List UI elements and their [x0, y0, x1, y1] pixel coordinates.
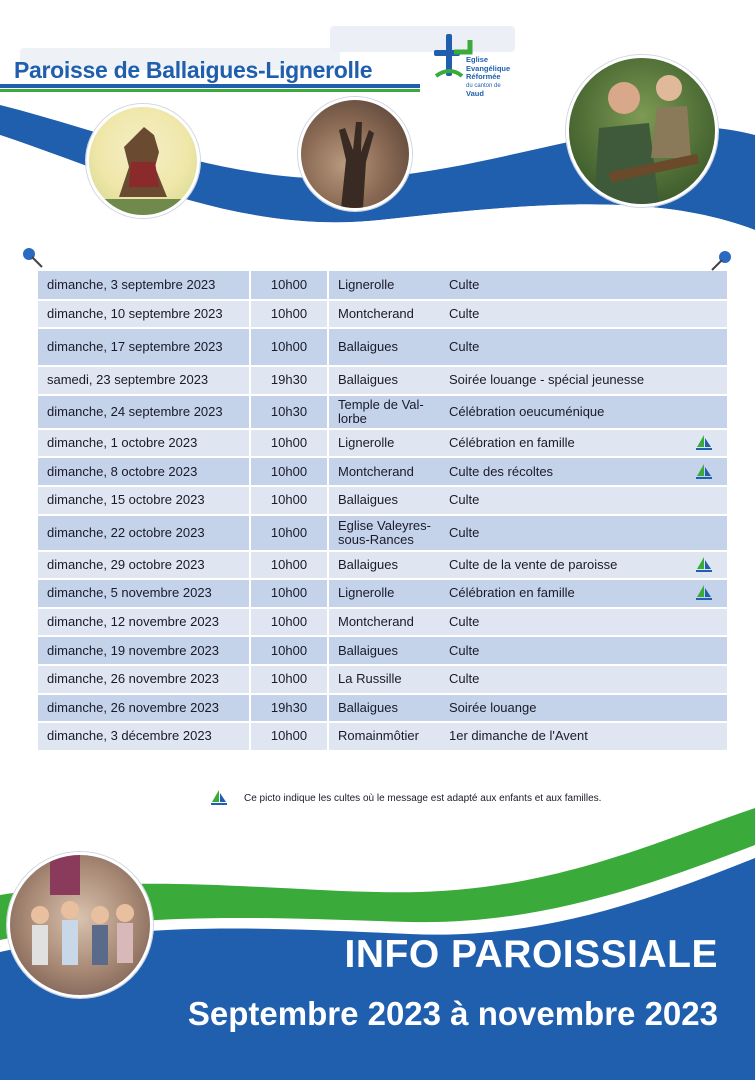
schedule-place: La Russille — [328, 665, 440, 694]
schedule-time: 10h00 — [250, 457, 328, 486]
schedule-time: 10h00 — [250, 608, 328, 637]
schedule-type: Culte des récoltes — [440, 457, 680, 486]
schedule-picto-cell — [680, 457, 727, 486]
logo-line-1: Eglise — [466, 55, 489, 64]
schedule-picto-cell — [680, 551, 727, 580]
logo-line-3: Réformée — [466, 72, 501, 81]
schedule-type: Célébration en famille — [440, 579, 680, 608]
schedule-row — [38, 395, 727, 429]
schedule-type: Culte — [440, 665, 680, 694]
schedule-body — [38, 271, 727, 751]
schedule-type: Célébration en famille — [440, 429, 680, 458]
schedule-picto-cell — [680, 579, 727, 608]
schedule-place: Lignerolle — [328, 271, 440, 300]
werewolf-shape — [89, 107, 197, 215]
schedule-place: Ballaigues — [328, 636, 440, 665]
schedule-time: 10h00 — [250, 271, 328, 300]
worship-schedule-table — [38, 271, 727, 752]
schedule-row — [38, 366, 727, 395]
schedule-place: Ballaigues — [328, 328, 440, 366]
schedule-date: dimanche, 10 septembre 2023 — [38, 300, 250, 329]
schedule-time: 10h00 — [250, 486, 328, 515]
family-sailboat-icon — [693, 584, 715, 602]
schedule-date: dimanche, 3 décembre 2023 — [38, 722, 250, 751]
title-rule-green — [0, 89, 420, 92]
schedule-place: Temple de Val-lorbe — [328, 395, 440, 429]
schedule-date: dimanche, 29 octobre 2023 — [38, 551, 250, 580]
schedule-place: Ballaigues — [328, 694, 440, 723]
schedule-time: 19h30 — [250, 694, 328, 723]
schedule-date: dimanche, 26 novembre 2023 — [38, 694, 250, 723]
schedule-type: Culte de la vente de paroisse — [440, 551, 680, 580]
schedule-type: Célébration oeucuménique — [440, 395, 680, 429]
schedule-type: Culte — [440, 271, 680, 300]
schedule-picto-cell — [680, 608, 727, 637]
schedule-row — [38, 636, 727, 665]
family-sailboat-icon — [693, 556, 715, 574]
parish-title: Paroisse de Ballaigues-Lignerolle — [14, 57, 373, 83]
schedule-picto-cell — [680, 636, 727, 665]
schedule-picto-cell — [680, 366, 727, 395]
schedule-row — [38, 722, 727, 751]
schedule-date: dimanche, 5 novembre 2023 — [38, 579, 250, 608]
schedule-row — [38, 579, 727, 608]
schedule-date: dimanche, 24 septembre 2023 — [38, 395, 250, 429]
legend-text: Ce picto indique les cultes où le message est adapté aux enfants et aux familles. — [244, 792, 602, 804]
schedule-type: Culte — [440, 486, 680, 515]
schedule-date: dimanche, 12 novembre 2023 — [38, 608, 250, 637]
schedule-type: Soirée louange - spécial jeunesse — [440, 366, 680, 395]
schedule-time: 10h00 — [250, 300, 328, 329]
scout-leaders-photo — [566, 55, 718, 207]
schedule-place: Ballaigues — [328, 551, 440, 580]
family-sailboat-icon — [693, 434, 715, 452]
schedule-date: dimanche, 8 octobre 2023 — [38, 457, 250, 486]
schedule-row — [38, 328, 727, 366]
schedule-row — [38, 608, 727, 637]
schedule-type: Soirée louange — [440, 694, 680, 723]
family-sailboat-icon — [693, 463, 715, 481]
schedule-time: 10h00 — [250, 636, 328, 665]
schedule-place: Romainmôtier — [328, 722, 440, 751]
schedule-place: Eglise Valeyres-sous-Rances — [328, 515, 440, 551]
schedule-time: 10h00 — [250, 515, 328, 551]
schedule-type: Culte — [440, 515, 680, 551]
logo-line-2: Evangélique — [466, 63, 511, 73]
schedule-type: Culte — [440, 608, 680, 637]
schedule-row — [38, 271, 727, 300]
schedule-date: dimanche, 26 novembre 2023 — [38, 665, 250, 694]
hand-shape — [301, 100, 409, 208]
schedule-row — [38, 486, 727, 515]
schedule-place: Montcherand — [328, 608, 440, 637]
schedule-time: 19h30 — [250, 366, 328, 395]
logo-text — [466, 56, 536, 99]
schedule-time: 10h00 — [250, 551, 328, 580]
schedule-type: Culte — [440, 328, 680, 366]
title-rule-blue — [0, 84, 420, 88]
schedule-row — [38, 457, 727, 486]
schedule-date: dimanche, 3 septembre 2023 — [38, 271, 250, 300]
schedule-picto-cell — [680, 722, 727, 751]
schedule-row — [38, 694, 727, 723]
schedule-place: Montcherand — [328, 457, 440, 486]
schedule-time: 10h00 — [250, 665, 328, 694]
schedule-picto-cell — [680, 694, 727, 723]
schedule-place: Ballaigues — [328, 486, 440, 515]
schedule-date: dimanche, 19 novembre 2023 — [38, 636, 250, 665]
schedule-time: 10h00 — [250, 328, 328, 366]
schedule-date: dimanche, 15 octobre 2023 — [38, 486, 250, 515]
schedule-picto-cell — [680, 665, 727, 694]
logo-line-small: du canton de — [466, 82, 501, 89]
schedule-time: 10h00 — [250, 722, 328, 751]
schedule-row — [38, 551, 727, 580]
schedule-place: Lignerolle — [328, 429, 440, 458]
schedule-time: 10h00 — [250, 429, 328, 458]
pushpin-left-icon — [20, 245, 46, 271]
schedule-picto-cell — [680, 515, 727, 551]
schedule-row — [38, 300, 727, 329]
schedule-place: Ballaigues — [328, 366, 440, 395]
schedule-place: Lignerolle — [328, 579, 440, 608]
footer-title: INFO PAROISSIALE — [344, 933, 718, 976]
schedule-picto-cell — [680, 486, 727, 515]
schedule-picto-cell — [680, 429, 727, 458]
schedule-date: samedi, 23 septembre 2023 — [38, 366, 250, 395]
schedule-row — [38, 665, 727, 694]
schedule-place: Montcherand — [328, 300, 440, 329]
schedule-date: dimanche, 22 octobre 2023 — [38, 515, 250, 551]
schedule-row — [38, 515, 727, 551]
schedule-row — [38, 429, 727, 458]
schedule-type: Culte — [440, 300, 680, 329]
raised-hand-photo — [298, 97, 412, 211]
schedule-picto-cell — [680, 395, 727, 429]
footer-subtitle: Septembre 2023 à novembre 2023 — [187, 995, 718, 1032]
schedule-time: 10h30 — [250, 395, 328, 429]
schedule-date: dimanche, 17 septembre 2023 — [38, 328, 250, 366]
schedule-type: Culte — [440, 636, 680, 665]
schedule-date: dimanche, 1 octobre 2023 — [38, 429, 250, 458]
werewolf-illustration — [86, 104, 200, 218]
logo-line-last: Vaud — [466, 89, 484, 98]
schedule-picto-cell — [680, 271, 727, 300]
scouts-shape — [569, 58, 715, 204]
schedule-type: 1er dimanche de l'Avent — [440, 722, 680, 751]
schedule-picto-cell — [680, 300, 727, 329]
schedule-time: 10h00 — [250, 579, 328, 608]
schedule-picto-cell — [680, 328, 727, 366]
